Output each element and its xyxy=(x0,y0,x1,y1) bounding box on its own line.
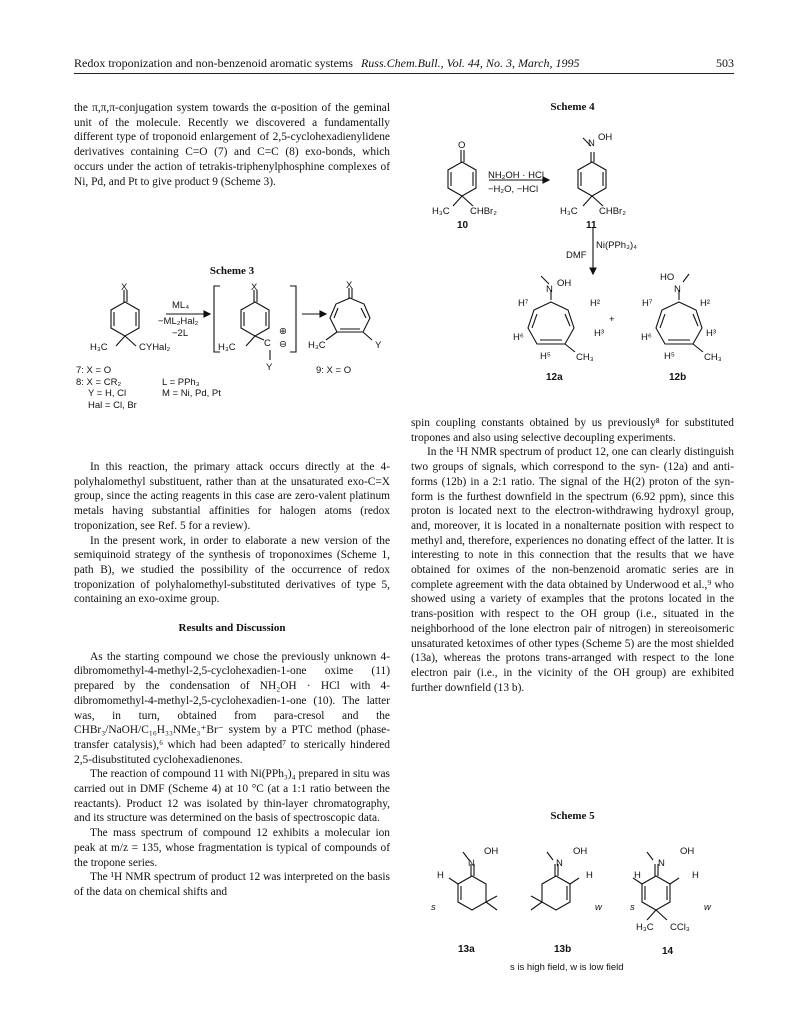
scheme5-h-right-14: H xyxy=(692,870,699,881)
intro-paragraph: the π,π,π-conjugation system towards the α-position of the geminal unit of the molecule. Recently we discovered a fundamentally different type of troponoid enlargement of 2,5-cyclohexadienylidene derivatives containing C=O (7) and C=C (8) exo-bonds, which occurs under the action of tetrakis-triphenylphosphine complexes of Ni, Pd, and Pt to give product 9 (Scheme 3). xyxy=(74,102,390,188)
scheme4-compound-12b: 12b xyxy=(669,372,687,383)
scheme5-ccl3-14: CCl₃ xyxy=(670,922,690,933)
results-heading: Results and Discussion xyxy=(178,622,286,635)
scheme3-h3c-left: H₃C xyxy=(90,342,108,353)
scheme5-h3c-14: H₃C xyxy=(636,922,654,933)
scheme3-reagent-ml4: ML₄ xyxy=(172,300,190,311)
scheme4-ch3-12b: CH₃ xyxy=(704,352,722,363)
scheme3-h3c-right: H₃C xyxy=(308,340,326,351)
scheme5-compound-14: 14 xyxy=(662,946,674,957)
scheme4-h2-12a: H² xyxy=(590,298,601,309)
scheme5-oh-13a: OH xyxy=(484,846,499,857)
journal-citation: Russ.Chem.Bull., Vol. 44, No. 3, March, 1995 xyxy=(360,56,580,70)
scheme4-h7-12a: H⁷ xyxy=(518,298,529,309)
scheme3-reagent-2l: −2L xyxy=(172,328,189,339)
left-column-intro xyxy=(74,101,390,189)
scheme4-chbr2-10: CHBr₂ xyxy=(470,206,497,217)
scheme3-y-values: Y = H, Cl xyxy=(88,388,127,399)
scheme3-carbene-y: Y xyxy=(266,362,273,373)
scheme4-h5-12b: H⁵ xyxy=(664,351,675,362)
page-number: 503 xyxy=(716,56,734,70)
scheme5-h-left-14: H xyxy=(634,870,641,881)
scheme3-compound-9: 9: X = O xyxy=(316,365,352,376)
running-header xyxy=(74,56,734,74)
scheme4-h3c-11: H₃C xyxy=(560,206,578,217)
scheme5-oh-13b: OH xyxy=(573,846,588,857)
right-column-body xyxy=(411,416,734,695)
scheme4-compound-10: 10 xyxy=(457,220,469,231)
paragraph-spin-coupling: spin coupling constants obtained by us previously⁸ for substituted tropones and also using selective decoupling experiments. xyxy=(411,417,734,444)
scheme5-n-13a: N xyxy=(468,858,475,869)
scheme4-h7-12b: H⁷ xyxy=(642,298,653,309)
scheme5-oh-14: OH xyxy=(680,846,695,857)
scheme5-h-13a: H xyxy=(437,870,444,881)
scheme4-h3-12a: H³ xyxy=(594,328,605,339)
scheme5-compound-13b: 13b xyxy=(554,944,572,955)
scheme3-m-values: M = Ni, Pd, Pt xyxy=(162,388,221,399)
header-rule xyxy=(74,73,734,74)
paragraph-nmr-analysis: In the ¹H NMR spectrum of product 12, one can clearly distinguish two groups of signals, which correspond to the syn- (12a) and anti-forms (12b) in a 2:1 ratio. The signal of the H(2) proton of the syn-form is the furthest downfield in the spectrum (6.92 ppm), since this proton is located next to the electron-withdrawing hydroxyl group, and, moreover, it is located in a nonalternate position with respect to methyl and, therefore, experiences no donating effect of the latter. It is interesting to note in this connection that the results that we have obtained for oximes of the non-benzenoid aromatic series are in complete agreement with the data obtained by Underwood et al.,⁹ who showed using a variety of examples that the protons located in the trans-position with respect to the OH group (i.e., situated in the neighborhood of the lone electron pair of nitrogen) in stereoisomeric unsaturated ketoximes of other types (Scheme 5) are the most shielded (13a), whereas the protons trans-arranged with respect to the lone electron pair (i.e., in the vicinity of the OH group) are exhibited further downfield (13 b). xyxy=(411,446,734,694)
paragraph-mass-spectrum: The mass spectrum of compound 12 exhibits a molecular ion peak at m/z = 135, whose fragmentation is typical of compounds of the tropone series. xyxy=(74,827,390,869)
scheme3-plus-charge: ⊕ xyxy=(279,326,287,337)
scheme3-h3c-mid: H₃C xyxy=(218,342,236,353)
paragraph-primary-attack: In this reaction, the primary attack occurs directly at the 4-polyhalomethyl substituent, rather than at the unsaturated exo-C=X group, since the acting reagents in this case are zero-valent platinum metals having substantial affinities for halogen atoms (redox troponization, see Ref. 5 for a review). xyxy=(74,461,390,532)
scheme5-n-14: N xyxy=(658,858,665,869)
scheme4-ho-12b: HO xyxy=(660,272,675,283)
paragraph-present-work: In the present work, in order to elaborate a new version of the semiquinoid strategy of the synthesis of troponoximes (Scheme 1, path B), we studied the possibility of the occurrence of redox troponization of polyhalomethyl-substituted derivatives of type 5, containing an exo-oxime group. xyxy=(74,534,390,606)
scheme4-dmf: DMF xyxy=(566,250,587,261)
scheme3-x-left: X xyxy=(121,282,128,293)
scheme4-h6-12b: H⁶ xyxy=(641,332,652,343)
paragraph-nmr-start: The ¹H NMR spectrum of product 12 was interpreted on the basis of the data on chemical shifts and xyxy=(74,871,390,898)
scheme3-x-right: X xyxy=(346,280,353,291)
running-title: Redox troponization and non-benzenoid aromatic systems Russ.Chem.Bull., Vol. 44, No. 3, March, 1995 xyxy=(74,56,580,70)
paragraph-reaction: The reaction of compound 11 with Ni(PPh₃)₄ prepared in situ was carried out in DMF (Scheme 4) at 10 °C (at a 1:1 ratio between the reactants). Product 12 was isolated by thin-layer chromatography, and its structure was determined on the basis of spectroscopic data. xyxy=(74,768,390,825)
scheme3-reagent-ml2hal2: −ML₂Hal₂ xyxy=(158,316,199,327)
scheme4-oh-12a: OH xyxy=(557,278,572,289)
scheme3-y-right: Y xyxy=(375,340,382,351)
scheme4-reagent-1: NH₂OH · HCl xyxy=(488,170,544,181)
scheme-3-title: Scheme 3 xyxy=(209,265,255,277)
scheme4-n-12b: N xyxy=(674,284,681,295)
scheme5-footnote: s is high field, w is low field xyxy=(510,962,624,973)
scheme3-l-values: L = PPh₃ xyxy=(162,377,200,388)
scheme4-ch3-12a: CH₃ xyxy=(576,352,594,363)
scheme5-w-13b: w xyxy=(595,902,602,913)
scheme4-oh: OH xyxy=(598,132,613,143)
scheme4-h6-12a: H⁶ xyxy=(513,332,524,343)
scheme4-h3-12b: H³ xyxy=(706,328,717,339)
scheme5-w-14: w xyxy=(704,902,711,913)
scheme5-s-13a: s xyxy=(431,902,436,913)
scheme3-compound-8: 8: X = CR₂ xyxy=(76,377,122,388)
scheme5-h-13b: H xyxy=(586,870,593,881)
scheme3-cyhal2: CYHal₂ xyxy=(139,342,171,353)
scheme4-h2-12b: H² xyxy=(700,298,711,309)
scheme4-o: O xyxy=(458,140,466,151)
scheme5-compound-13a: 13a xyxy=(458,944,475,955)
scheme3-minus-charge: ⊖ xyxy=(279,339,287,350)
scheme-4-title: Scheme 4 xyxy=(550,101,595,113)
scheme3-x-mid: X xyxy=(251,282,258,293)
paragraph-starting-compound: As the starting compound we chose the previously unknown 4-dibromomethyl-4-methyl-2,5-cyclohexadien-1-one oxime (11) prepared by the condensation of NH₂OH · HCl with 4-dibromomethyl-4-methyl-2,5-cyclohexadien-1-one (10). The latter was, in turn, obtained from para-cresol and the CHBr₃/NaOH/C₁₆H₃₃NMe₃⁺Br⁻ system by a PTC method (phase-transfer catalysis),⁶ which had been adapted⁷ to sterically hindered 2,5-disubstituted cyclohexadienones. xyxy=(74,650,390,766)
scheme4-compound-12a: 12a xyxy=(546,372,563,383)
scheme4-compound-11: 11 xyxy=(586,220,597,231)
scheme4-plus: + xyxy=(609,314,615,325)
scheme4-n-12a: N xyxy=(546,284,553,295)
scheme3-compound-7: 7: X = O xyxy=(76,365,112,376)
scheme4-chbr2-11: CHBr₂ xyxy=(599,206,626,217)
scheme3-hal-values: Hal = Cl, Br xyxy=(88,400,137,411)
left-column-body xyxy=(74,460,390,900)
scheme4-reagent-2: −H₂O, −HCl xyxy=(488,184,539,195)
scheme4-n: N xyxy=(588,138,595,149)
scheme4-ni-reagent: Ni(PPh₃)₄ xyxy=(596,240,638,251)
scheme4-h3c-10: H₃C xyxy=(432,206,450,217)
scheme5-s-14: s xyxy=(630,902,635,913)
scheme-5-title: Scheme 5 xyxy=(550,810,595,822)
scheme4-h5-12a: H⁵ xyxy=(540,351,551,362)
scheme5-n-13b: N xyxy=(556,858,563,869)
scheme3-carbene-c: C xyxy=(264,338,271,349)
